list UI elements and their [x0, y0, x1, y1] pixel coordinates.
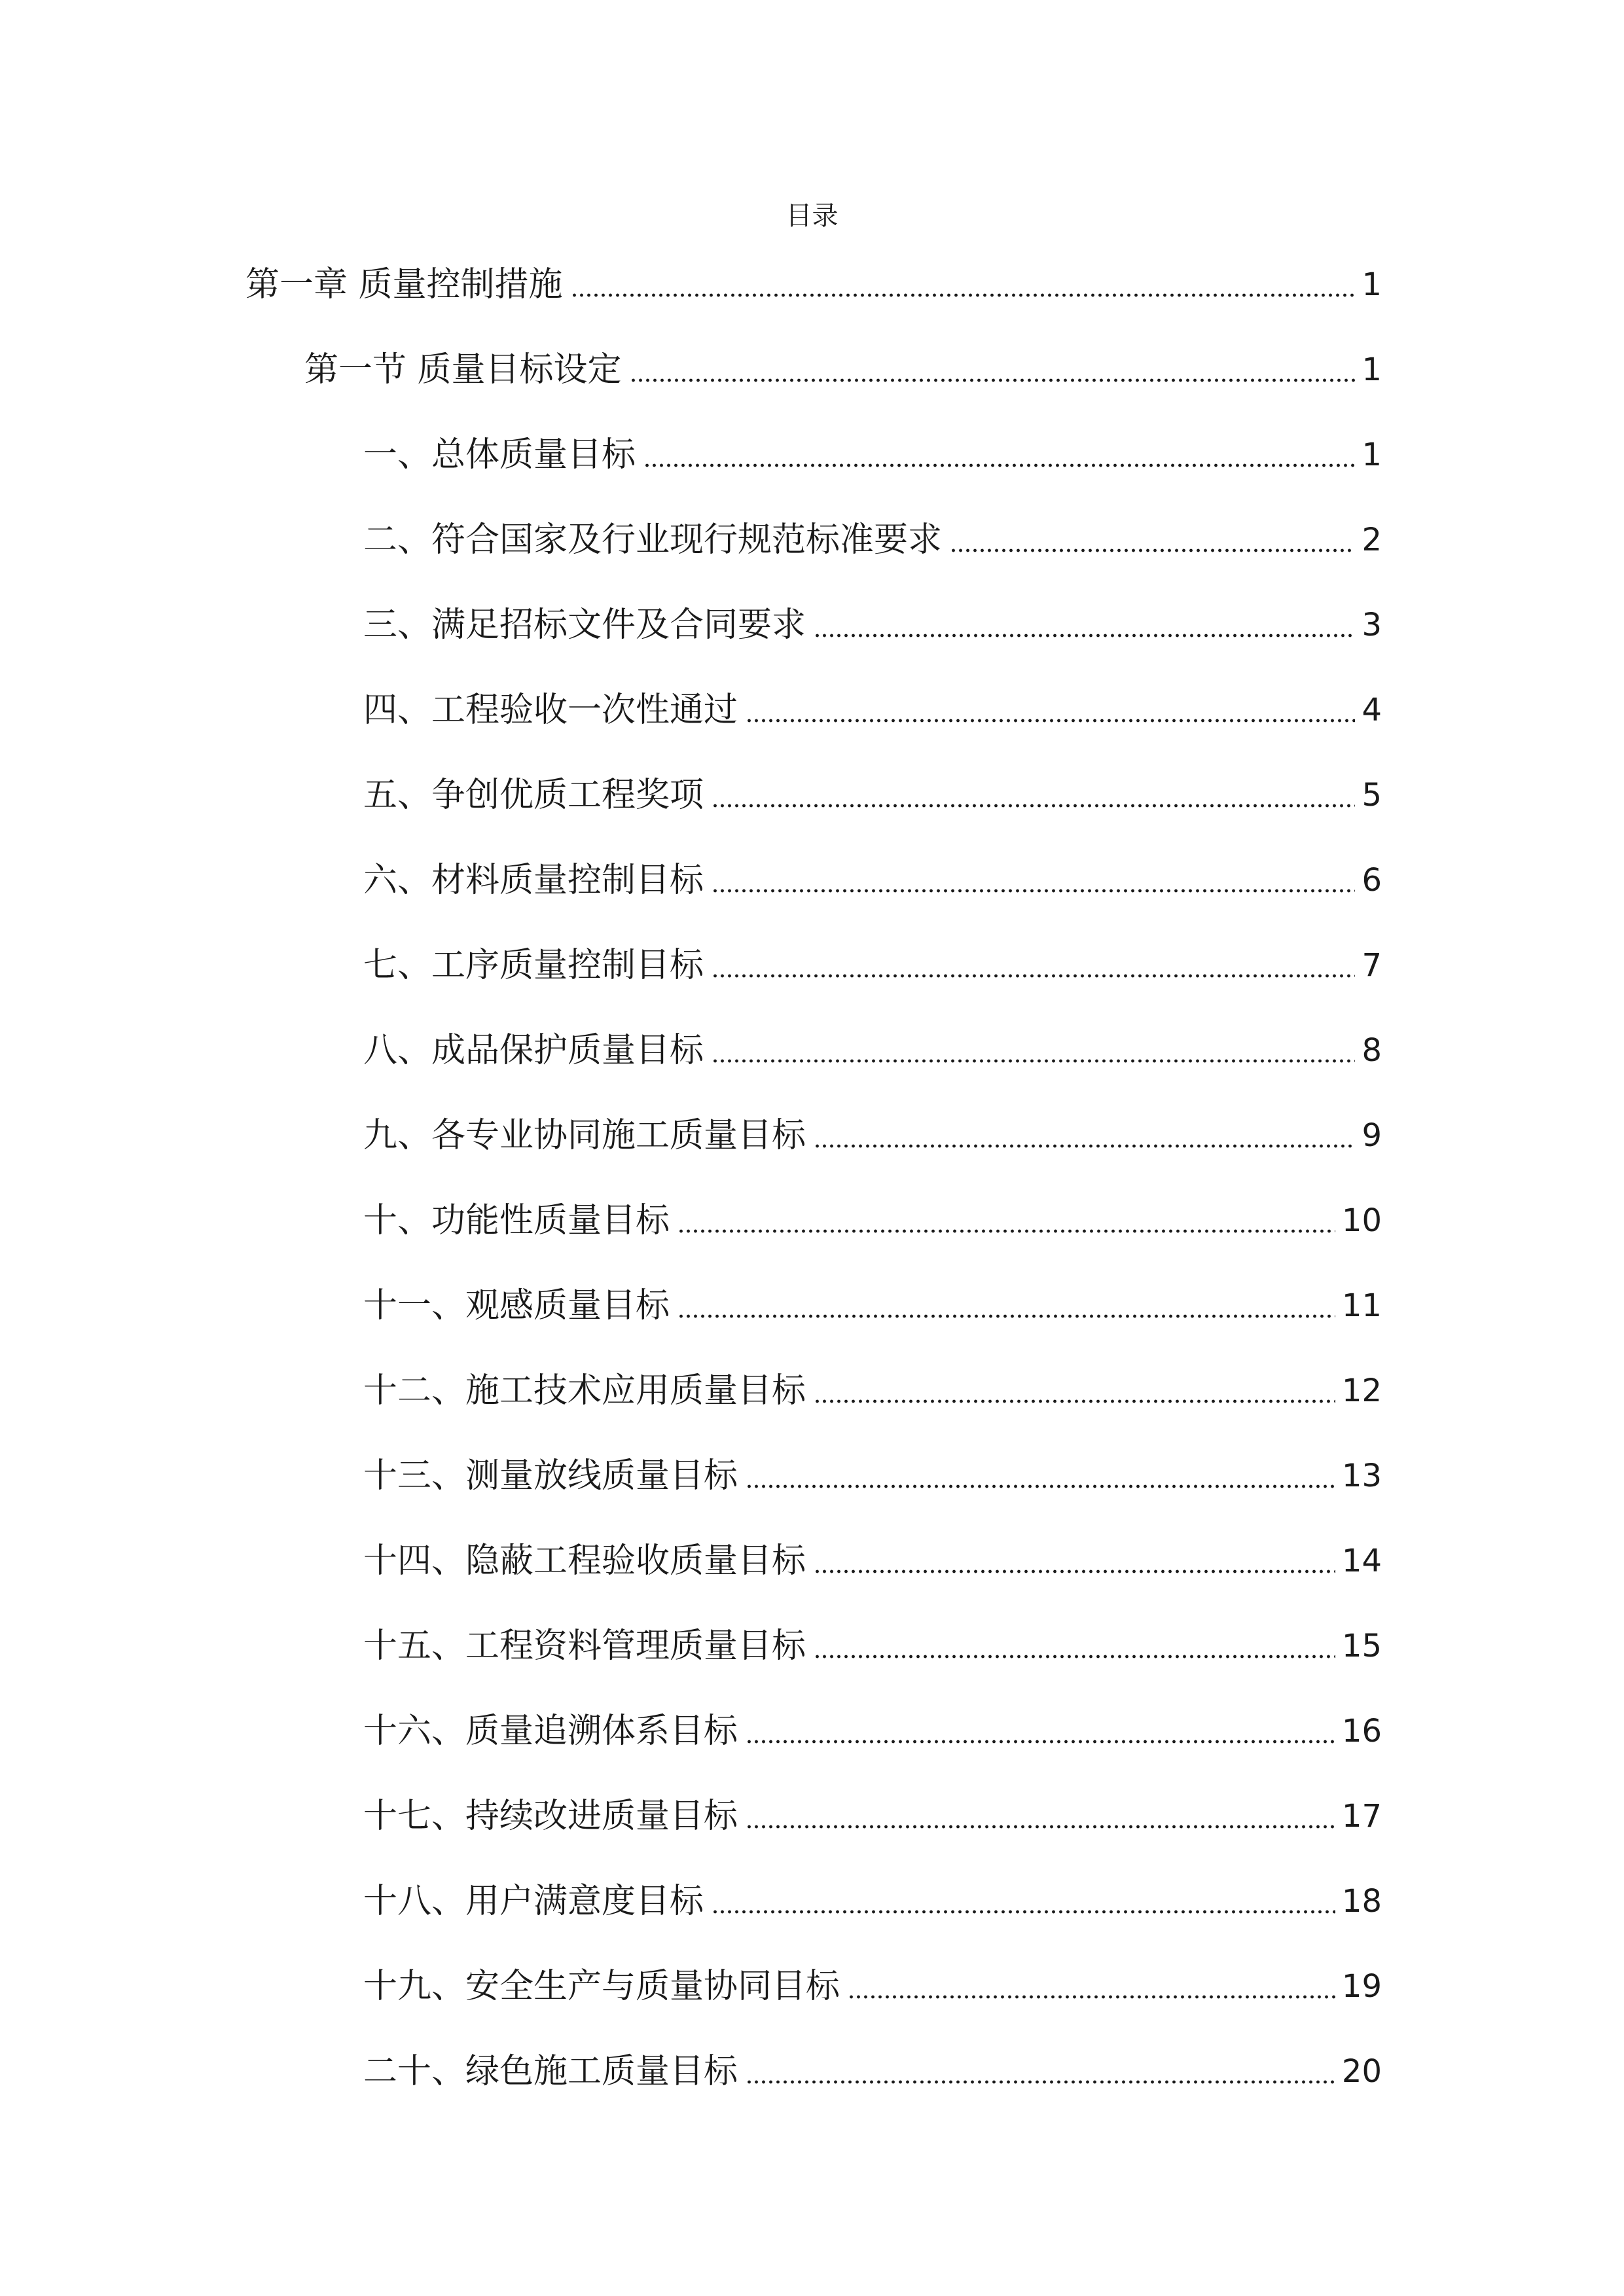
toc-entry-page: 17	[1341, 1798, 1382, 1835]
toc-entry-item[interactable]	[363, 1705, 1382, 1757]
toc-entry-label: 十八、用户满意度目标	[363, 1882, 704, 1921]
toc-entry-item[interactable]	[363, 684, 1382, 736]
toc-entry-label: 十四、隐蔽工程验收质量目标	[363, 1541, 806, 1581]
toc-entry-label: 二十、绿色施工质量目标	[363, 2052, 738, 2091]
dot-leader	[677, 1306, 1335, 1319]
dot-leader	[746, 1731, 1335, 1744]
toc-entry-item[interactable]	[363, 514, 1382, 566]
toc-title: 目录	[785, 201, 839, 231]
toc-entry-label: 第一章 质量控制措施	[245, 265, 563, 304]
toc-entry-item[interactable]	[363, 1450, 1382, 1502]
toc-entry-page: 4	[1362, 692, 1382, 728]
toc-entry-page: 13	[1341, 1458, 1382, 1494]
dot-leader	[814, 625, 1355, 638]
toc-entry-label: 八、成品保护质量目标	[363, 1031, 704, 1070]
toc-entry-label: 九、各专业协同施工质量目标	[363, 1116, 806, 1155]
toc-entry-label: 七、工序质量控制目标	[363, 946, 704, 985]
toc-entry-item[interactable]	[363, 1875, 1382, 1928]
toc-entry-page: 9	[1362, 1117, 1382, 1154]
toc-entry-label: 十九、安全生产与质量协同目标	[363, 1967, 840, 2006]
dot-leader	[712, 1901, 1335, 1914]
dot-leader	[746, 1816, 1335, 1829]
toc-entry-label: 四、工程验收一次性通过	[363, 691, 738, 730]
toc-entry-page: 1	[1362, 437, 1382, 473]
toc-entry-item[interactable]	[363, 2045, 1382, 2098]
toc-entry-page: 6	[1362, 862, 1382, 899]
dot-leader	[950, 540, 1355, 553]
dot-leader	[814, 1391, 1335, 1404]
dot-leader	[677, 1221, 1335, 1234]
toc-entry-item[interactable]	[363, 1109, 1382, 1162]
toc-entry-item[interactable]	[363, 769, 1382, 821]
toc-entry-item[interactable]	[363, 429, 1382, 481]
toc-entry-page: 16	[1341, 1713, 1382, 1749]
dot-leader	[848, 1986, 1335, 2000]
dot-leader	[814, 1561, 1335, 1574]
dot-leader	[712, 965, 1355, 978]
toc-entry-page: 15	[1341, 1628, 1382, 1664]
toc-entry-page: 1	[1362, 266, 1382, 303]
toc-entry-page: 18	[1341, 1883, 1382, 1920]
toc-entry-item[interactable]	[363, 1960, 1382, 2013]
toc-entry-item[interactable]	[363, 1280, 1382, 1332]
toc-entry-label: 十七、持续改进质量目标	[363, 1797, 738, 1836]
dot-leader	[712, 795, 1355, 808]
toc-entry-label: 三、满足招标文件及合同要求	[363, 605, 806, 645]
toc-entry-item[interactable]	[363, 1365, 1382, 1417]
toc-entry-label: 十一、观感质量目标	[363, 1286, 670, 1325]
toc-entry-item[interactable]	[363, 854, 1382, 906]
toc-entry-page: 14	[1341, 1543, 1382, 1579]
toc-entry-page: 19	[1341, 1968, 1382, 2005]
dot-leader	[712, 1050, 1355, 1064]
toc-entry-page: 5	[1362, 777, 1382, 814]
toc-entry-item[interactable]	[363, 1535, 1382, 1587]
dot-leader	[814, 1136, 1355, 1149]
dot-leader	[571, 285, 1356, 298]
toc-entry-label: 十、功能性质量目标	[363, 1201, 670, 1240]
toc-entry-item[interactable]	[363, 1790, 1382, 1842]
toc-entry-label: 一、总体质量目标	[363, 435, 636, 475]
toc-entry-page: 1	[1362, 351, 1382, 388]
dot-leader	[643, 455, 1355, 468]
toc-entry-page: 7	[1362, 947, 1382, 984]
toc-entry-item[interactable]	[363, 1194, 1382, 1247]
dot-leader	[814, 1646, 1335, 1659]
toc-entry-label: 十五、工程资料管理质量目标	[363, 1626, 806, 1666]
toc-entry-page: 8	[1362, 1032, 1382, 1069]
toc-entry-label: 第一节 质量目标设定	[304, 350, 622, 389]
dot-leader	[746, 2072, 1335, 2085]
toc-entry-section-1[interactable]	[304, 344, 1382, 396]
toc-entry-page: 3	[1362, 607, 1382, 643]
toc-entry-label: 六、材料质量控制目标	[363, 861, 704, 900]
toc-entry-label: 五、争创优质工程奖项	[363, 776, 704, 815]
toc-entry-item[interactable]	[363, 1620, 1382, 1672]
toc-entry-label: 十三、测量放线质量目标	[363, 1456, 738, 1496]
toc-entry-item[interactable]	[363, 599, 1382, 651]
dot-leader	[746, 710, 1355, 723]
toc-entry-page: 11	[1341, 1287, 1382, 1324]
toc-entry-page: 2	[1362, 522, 1382, 558]
toc-entry-label: 二、符合国家及行业现行规范标准要求	[363, 520, 943, 560]
toc-entry-page: 12	[1341, 1372, 1382, 1409]
dot-leader	[630, 370, 1356, 383]
toc-entry-chapter-1[interactable]	[245, 259, 1382, 311]
dot-leader	[712, 880, 1355, 893]
toc-entry-page: 20	[1341, 2053, 1382, 2090]
toc-entry-label: 十二、施工技术应用质量目标	[363, 1371, 806, 1410]
toc-entry-label: 十六、质量追溯体系目标	[363, 1712, 738, 1751]
toc-entry-item[interactable]	[363, 1024, 1382, 1077]
dot-leader	[746, 1476, 1335, 1489]
toc-entry-item[interactable]	[363, 939, 1382, 992]
toc-entry-page: 10	[1341, 1202, 1382, 1239]
